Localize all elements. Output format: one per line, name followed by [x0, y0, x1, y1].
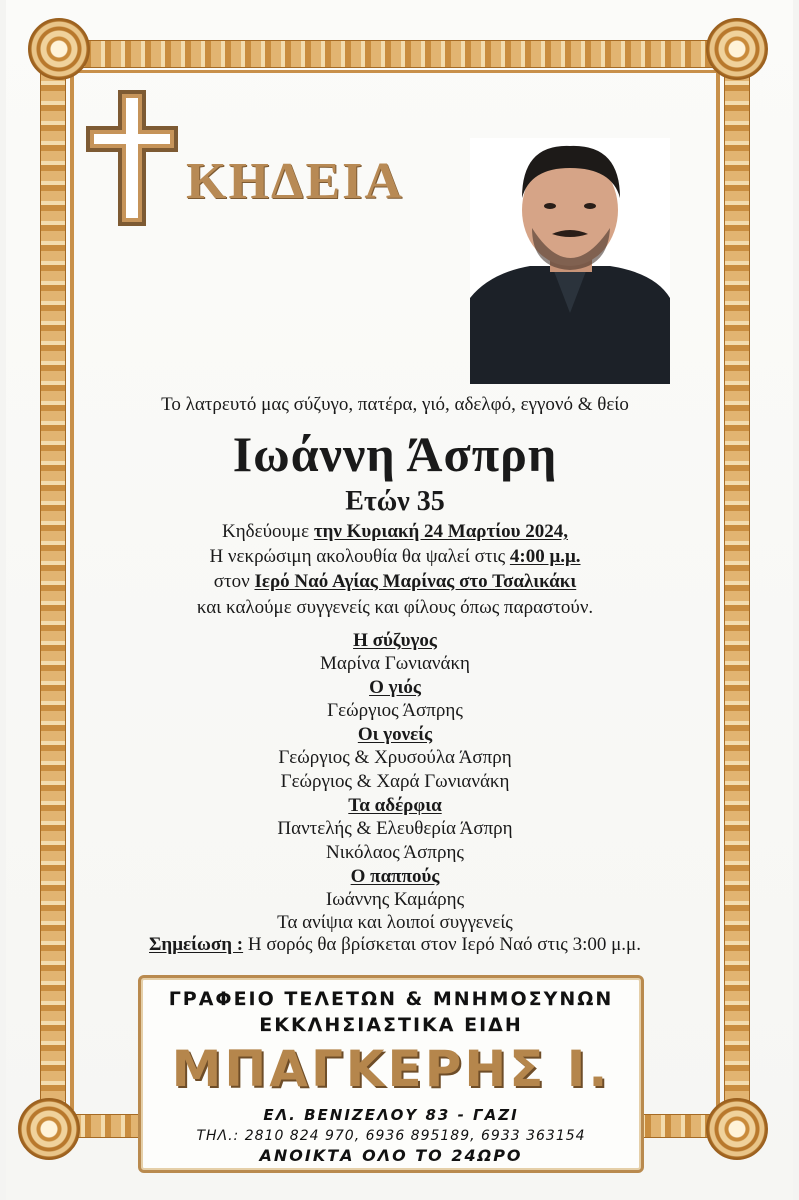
- frame-right-border: [724, 70, 750, 1122]
- corner-rosette-icon: [706, 18, 768, 80]
- funeral-date-prefix: Κηδεύουμε: [222, 521, 314, 542]
- funeral-date-line: [70, 521, 720, 543]
- invitation-line: και καλούμε συγγενείς και φίλους όπως παραστούν.: [196, 597, 594, 618]
- deceased-name: Ιωάννη Άσπρη: [232, 426, 558, 482]
- cross-icon: [84, 88, 180, 228]
- funeral-home-goods: ΕΚΚΛΗΣΙΑΣΤΙΚΑ ΕΙΔΗ: [259, 1014, 523, 1036]
- funeral-home-box: [138, 975, 644, 1173]
- relative-name: Νικόλαος Άσπρης: [326, 842, 464, 863]
- corner-rosette-icon: [706, 1098, 768, 1160]
- page-title: ΚΗΔΕΙΑ: [186, 153, 404, 210]
- relative-heading: Ο παππούς: [350, 866, 440, 887]
- church-name: Ιερό Ναό Αγίας Μαρίνας στο Τσαλικάκι: [254, 571, 577, 592]
- frame-top-border: [70, 40, 732, 68]
- note-label: Σημείωση :: [149, 934, 244, 955]
- church-line: [70, 571, 720, 593]
- funeral-home-phones: ΤΗΛ.: 2810 824 970, 6936 895189, 6933 363154: [196, 1128, 586, 1144]
- funeral-date: την Κυριακή 24 Μαρτίου 2024,: [313, 521, 568, 542]
- frame-left-border: [40, 70, 66, 1122]
- funeral-home-name: ΜΠΑΓΚΕΡΗΣ Ι.: [171, 1040, 611, 1098]
- funeral-home-hours: ΑΝΟΙΚΤΑ ΟΛΟ ΤΟ 24ΩΡΟ: [259, 1146, 523, 1165]
- service-time-line: [70, 546, 720, 568]
- intro-text: Το λατρευτό μας σύζυγο, πατέρα, γιό, αδελφό, εγγονό & θείο: [161, 394, 629, 415]
- church-prefix: στον: [213, 571, 255, 592]
- relative-heading: Οι γονείς: [357, 724, 433, 745]
- relative-name: Παντελής & Ελευθερία Άσπρη: [277, 818, 513, 839]
- deceased-portrait-photo: [470, 138, 670, 384]
- service-time: 4:00 μ.μ.: [509, 546, 581, 567]
- frame-inner-line-top: [70, 70, 720, 73]
- relative-name: Γεώργιος Άσπρης: [327, 700, 463, 721]
- relative-name: Γεώργιος & Χαρά Γωνιανάκη: [280, 771, 510, 792]
- relative-heading: Τα αδέρφια: [348, 795, 442, 816]
- relative-name: Ιωάννης Καμάρης: [325, 889, 465, 910]
- funeral-home-address: ΕΛ. ΒΕΝΙΖΕΛΟΥ 83 - ΓΑΖΙ: [263, 1106, 519, 1124]
- deceased-age: Ετών 35: [345, 486, 445, 517]
- relative-name: Γεώργιος & Χρυσούλα Άσπρη: [278, 747, 512, 768]
- relative-heading: Η σύζυγος: [353, 630, 437, 651]
- note-line: [70, 934, 720, 956]
- corner-rosette-icon: [18, 1098, 80, 1160]
- corner-rosette-icon: [28, 18, 90, 80]
- other-relatives: Τα ανίψια και λοιποί συγγενείς: [277, 912, 513, 933]
- funeral-home-services: ΓΡΑΦΕΙΟ ΤΕΛΕΤΩΝ & ΜΝΗΜΟΣΥΝΩΝ: [168, 988, 614, 1010]
- service-time-prefix: Η νεκρώσιμη ακολουθία θα ψαλεί στις: [209, 546, 510, 567]
- note-text: Η σορός θα βρίσκεται στον Ιερό Ναό στις 3:00 μ.μ.: [243, 934, 641, 955]
- relative-heading: Ο γιός: [369, 677, 421, 698]
- relative-name: Μαρίνα Γωνιανάκη: [320, 653, 470, 674]
